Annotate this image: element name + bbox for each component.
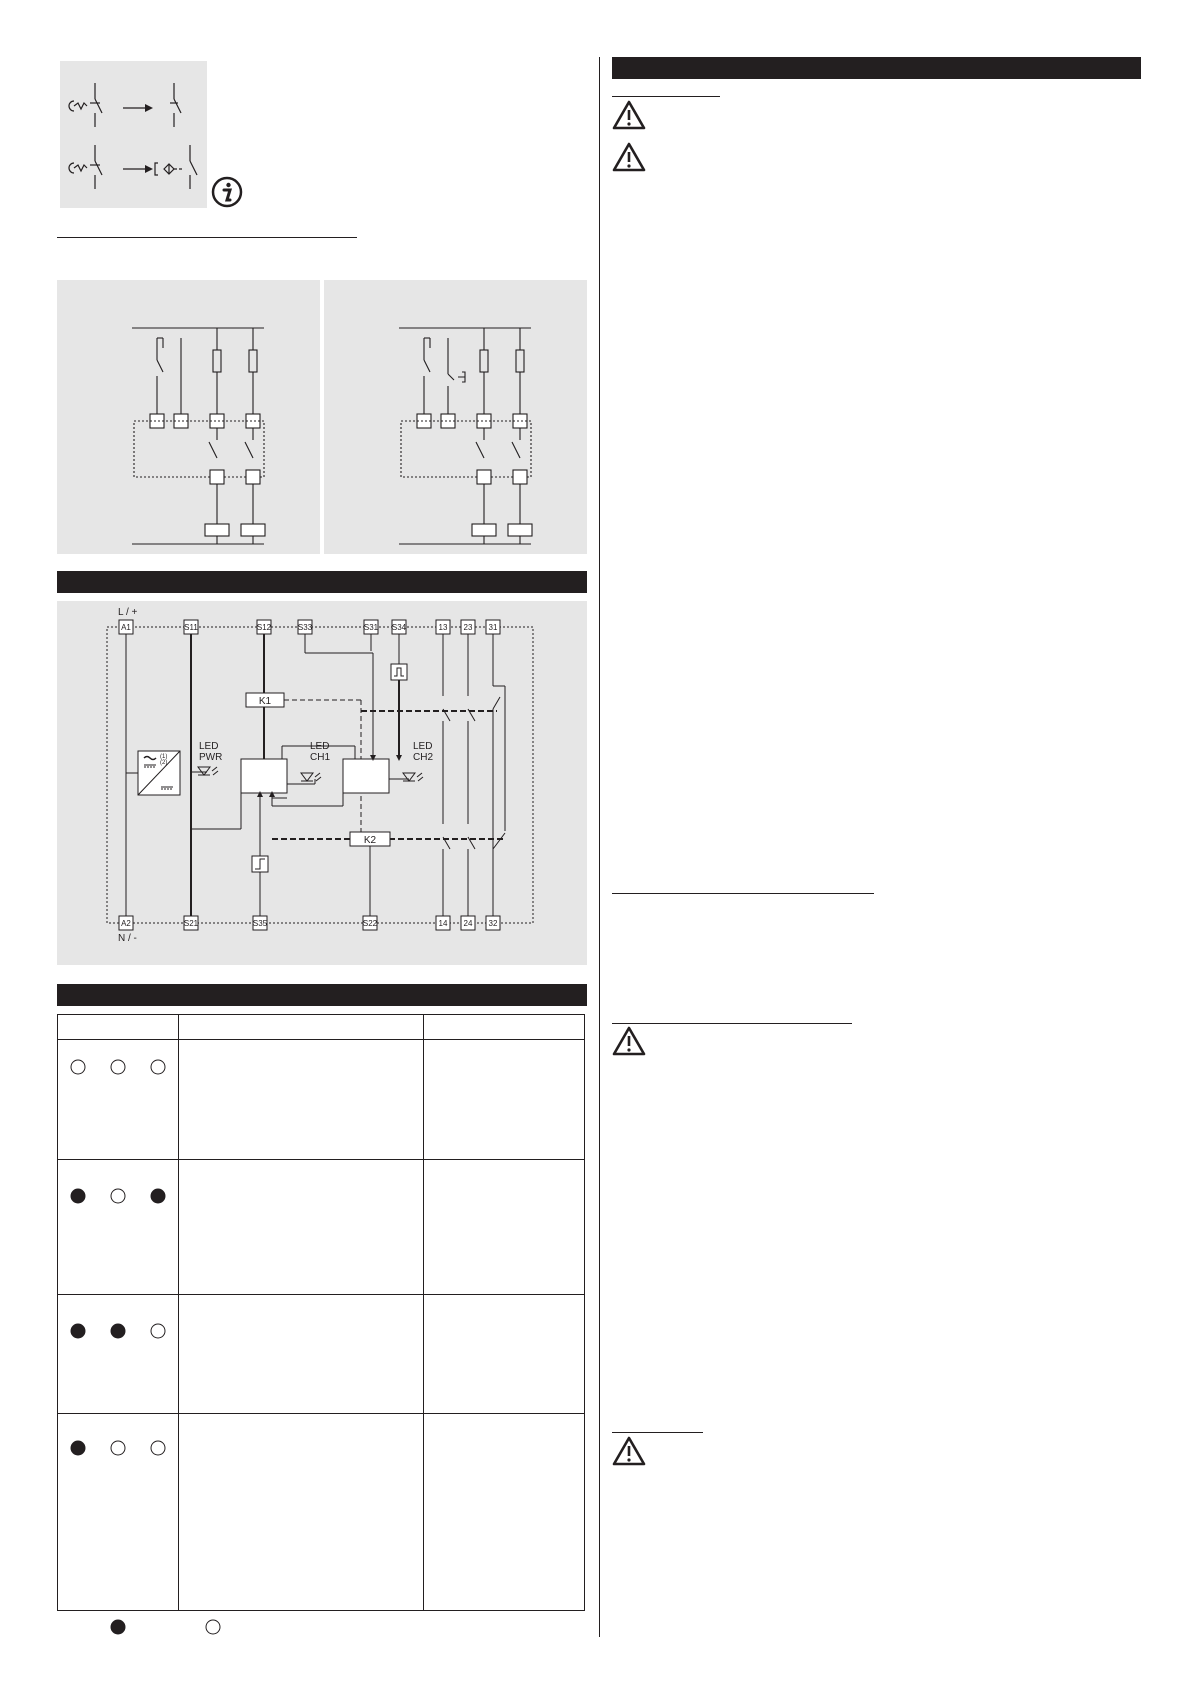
svg-text:S21: S21 <box>183 919 199 928</box>
svg-text:13: 13 <box>438 623 448 632</box>
terminal-S34 <box>392 620 407 634</box>
wiring-example-panel-1 <box>57 280 320 554</box>
svg-text:A2: A2 <box>121 919 131 928</box>
led-ch2-label-2: CH2 <box>413 752 434 763</box>
svg-text:24: 24 <box>463 919 473 928</box>
section-bar-right <box>612 57 1141 79</box>
led-off-indicator <box>151 1441 165 1455</box>
led-indicator-grid <box>58 1015 178 1612</box>
led-off-indicator <box>151 1324 165 1338</box>
svg-text:32: 32 <box>488 919 498 928</box>
led-off-indicator <box>111 1441 125 1455</box>
led-ch2-label-1: LED <box>413 741 433 752</box>
svg-text:S12: S12 <box>256 623 272 632</box>
legend-off-indicator <box>206 1620 220 1634</box>
led-on-indicator <box>71 1189 85 1203</box>
led-status-table <box>57 1014 585 1611</box>
terminal-S11 <box>184 620 198 634</box>
led-off-indicator <box>111 1189 125 1203</box>
column-divider <box>599 57 600 1637</box>
warning-icon <box>612 1026 646 1056</box>
terminal-S31 <box>364 620 379 634</box>
svg-text:S11: S11 <box>184 623 198 632</box>
section-rule <box>57 237 357 238</box>
led-legend <box>110 1617 240 1637</box>
svg-text:S31: S31 <box>363 623 379 632</box>
terminal-31 <box>486 620 500 634</box>
supply-top-label: L / + <box>118 607 138 618</box>
subsection-rule-3 <box>612 1023 852 1024</box>
led-off-indicator <box>151 1060 165 1074</box>
warning-icon <box>612 142 646 172</box>
led-ch1-label-1: LED <box>310 741 330 752</box>
svg-text:S22: S22 <box>362 919 378 928</box>
terminal-S33 <box>298 620 313 634</box>
legend-on-indicator <box>111 1620 125 1634</box>
symbol-conversion-diagram <box>60 61 207 208</box>
led-on-indicator <box>151 1189 165 1203</box>
led-on-indicator <box>71 1441 85 1455</box>
svg-text:S35: S35 <box>252 919 268 928</box>
symbol-panel <box>60 61 207 208</box>
warning-icon <box>612 1436 646 1466</box>
relay-k1-label: K1 <box>258 696 272 707</box>
internal-circuit-diagram <box>57 601 587 965</box>
section-bar-block-diagram <box>57 571 587 593</box>
led-pwr-label-2: PWR <box>199 752 223 763</box>
psu-mark-2: (2) <box>160 760 168 766</box>
svg-text:A1: A1 <box>121 623 131 632</box>
svg-text:14: 14 <box>438 919 448 928</box>
svg-text:31: 31 <box>488 623 498 632</box>
wiring-diagram-1 <box>57 280 320 554</box>
subsection-rule-2 <box>612 893 874 894</box>
terminal-24 <box>461 916 475 930</box>
terminal-S35 <box>253 916 268 930</box>
subsection-rule-4 <box>612 1432 703 1433</box>
terminal-S22 <box>363 916 378 930</box>
terminal-23 <box>461 620 475 634</box>
terminal-S21 <box>184 916 199 930</box>
terminal-A2 <box>119 916 133 930</box>
svg-text:S34: S34 <box>391 623 407 632</box>
led-off-indicator <box>111 1060 125 1074</box>
terminal-S12 <box>257 620 272 634</box>
psu-mark-1: (1) <box>160 754 168 760</box>
svg-text:S33: S33 <box>297 623 313 632</box>
block-diagram-panel <box>57 601 587 965</box>
terminal-14 <box>436 916 450 930</box>
terminal-A1 <box>119 620 133 634</box>
supply-bottom-label: N / - <box>118 933 137 944</box>
led-off-indicator <box>71 1060 85 1074</box>
led-pwr-label-1: LED <box>199 741 219 752</box>
info-icon <box>211 176 243 208</box>
relay-k2-label: K2 <box>363 835 377 846</box>
wiring-diagram-2 <box>324 280 587 554</box>
terminal-32 <box>486 916 500 930</box>
wiring-example-panel-2 <box>324 280 587 554</box>
led-on-indicator <box>71 1324 85 1338</box>
warning-icon <box>612 100 646 130</box>
led-ch1-label-2: CH1 <box>310 752 331 763</box>
terminal-13 <box>436 620 450 634</box>
section-bar-led-table <box>57 984 587 1006</box>
subsection-rule-1 <box>612 96 720 97</box>
led-on-indicator <box>111 1324 125 1338</box>
svg-text:23: 23 <box>463 623 473 632</box>
